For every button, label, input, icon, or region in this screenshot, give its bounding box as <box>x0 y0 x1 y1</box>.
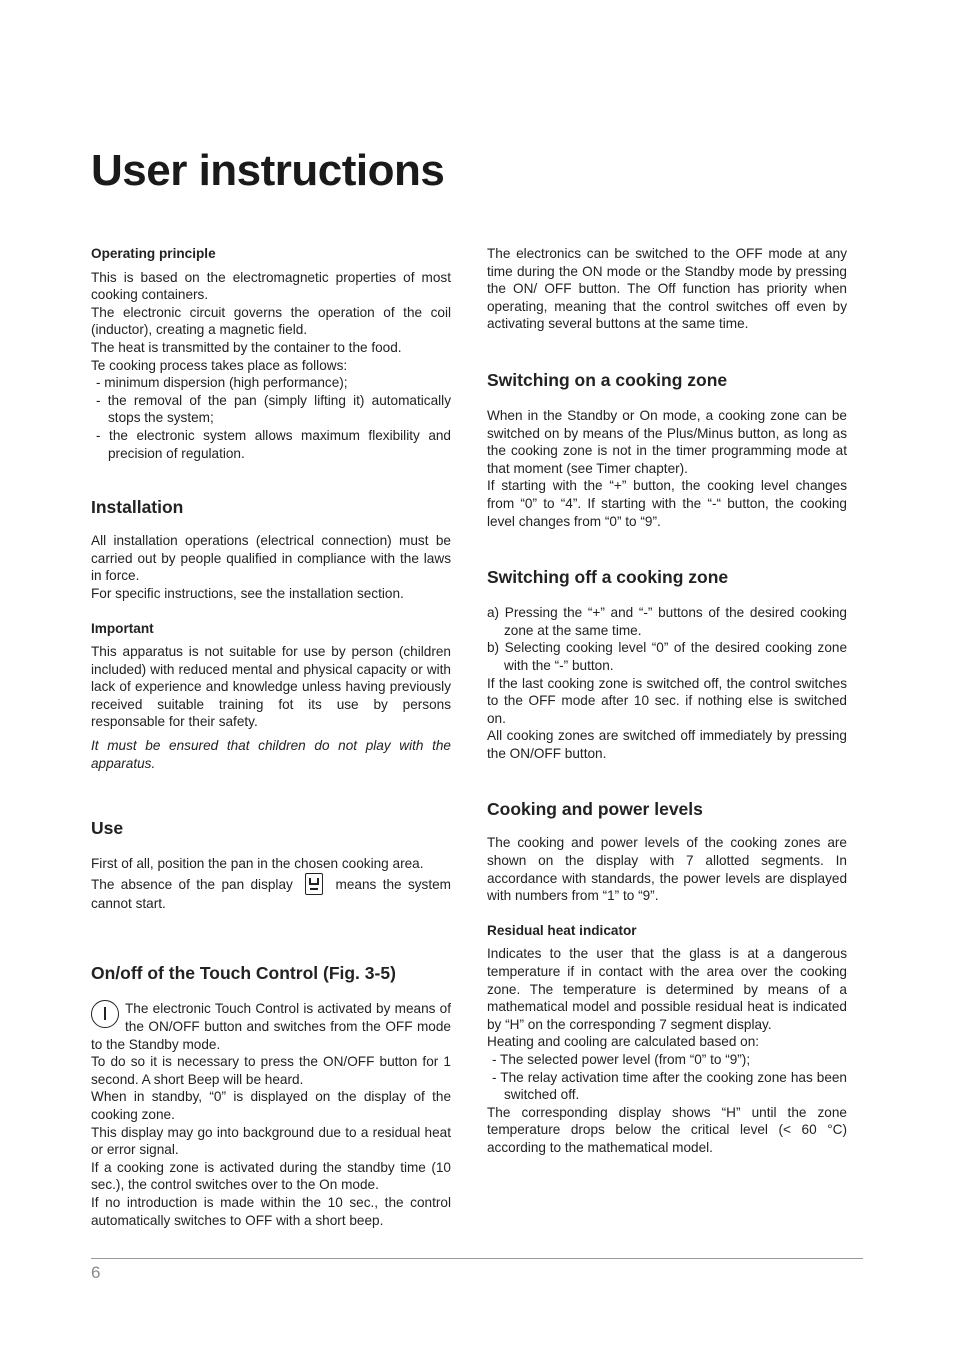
paragraph: Te cooking process takes place as follows: <box>91 357 348 373</box>
paragraph: If starting with the “+” button, the cooking level changes from “0” to “4”. If starting with the “-“ button, the cooking level changes from “0” to “9”. <box>487 478 847 529</box>
warning-text: It must be ensured that children do not play with the apparatus. <box>91 738 451 771</box>
list-item: a) Pressing the “+” and “-” buttons of the desired cooking zone at the same time. <box>487 605 847 638</box>
onoff-notes <box>91 1000 451 1229</box>
paragraph: To do so it is necessary to press the ON/OFF button for 1 second. A short Beep will be heard. <box>91 1054 451 1087</box>
paragraph: First of all, position the pan in the chosen cooking area. <box>91 856 424 872</box>
paragraph: Indicates to the user that the glass is at a dangerous temperature if in contact with the area over the cooking zone. The temperature is determined by means of a mathematical model and possible residual heat is indicated by “H” on the corresponding 7 segment display. <box>487 946 847 1032</box>
paragraph: This is based on the electromagnetic properties of most cooking containers. <box>91 269 451 303</box>
use-text-after: means the system cannot start. <box>91 876 452 911</box>
use-heading: Use <box>91 818 124 839</box>
onoff-heading: On/off of the Touch Control (Fig. 3-5) <box>91 963 396 984</box>
paragraph <box>91 873 451 913</box>
paragraph: For specific instructions, see the installation section. <box>91 585 404 601</box>
paragraph: This display may go into background due to a residual heat or error signal. <box>91 1124 451 1158</box>
paragraph: Heating and cooling are calculated based on: <box>487 1034 760 1050</box>
operating-principle-heading: Operating principle <box>91 246 216 261</box>
paragraph: This apparatus is not suitable for use by person (children included) with reduced mental and physical capacity or with lack of experience and knowledge unless having previously received suitable training fot its use by persons responsable for their safety. <box>91 644 451 730</box>
paragraph: The heat is transmitted by the container to the food. <box>91 339 402 355</box>
no-pan-display-icon <box>305 873 323 895</box>
paragraph: The cooking and power levels of the cooking zones are shown on the display with 7 allotted segments. In accordance with standards, the power levels are displayed with numbers from “1” to “9”. <box>487 835 847 904</box>
switch-on-heading: Switching on a cooking zone <box>487 369 728 390</box>
installation-heading: Installation <box>91 497 184 518</box>
paragraph: The electronics can be switched to the OFF mode at any time during the ON mode or the Standby mode by pressing the ON/ OFF button. The Off function has priority when operating, meaning that the control switches off even by activating several buttons at the same time. <box>487 246 847 332</box>
paragraph: All cooking zones are switched off immediately by pressing the ON/OFF button. <box>487 728 847 761</box>
paragraph: The corresponding display shows “H” until the zone temperature drops below the critical level (< 60 °C) according to the mathematical model. <box>487 1104 847 1155</box>
paragraph: The electronic circuit governs the operation of the coil (inductor), creating a magnetic field. <box>91 304 451 338</box>
use-text-before: The absence of the pan display <box>91 876 293 892</box>
footer-divider <box>91 1258 863 1259</box>
left-column <box>91 245 451 1229</box>
list-item: - minimum dispersion (high performance); <box>96 375 348 391</box>
paragraph: If a cooking zone is activated during the standby time (10 sec.), the control switches over to the On mode. <box>91 1159 451 1193</box>
paragraph: If no introduction is made within the 10 sec., the control automatically switches to OFF with a short beep. <box>91 1194 451 1228</box>
paragraph: All installation operations (electrical connection) must be carried out by people qualified in compliance with the laws in force. <box>91 533 451 584</box>
switch-off-heading: Switching off a cooking zone <box>487 567 729 588</box>
paragraph: When in the Standby or On mode, a cooking zone can be switched on by means of the Plus/Minus button, as long as the cooking zone is not in the timer programming mode at that moment (see Timer chapter). <box>487 407 847 476</box>
paragraph: When in standby, “0” is displayed on the display of the cooking zone. <box>91 1089 451 1122</box>
right-column <box>487 245 847 1157</box>
list-item: - The selected power level (from “0” to “9”); <box>492 1052 751 1067</box>
residual-heading: Residual heat indicator <box>487 922 637 938</box>
list-item: - the removal of the pan (simply lifting it) automatically stops the system; <box>96 392 451 426</box>
paragraph: The electronic Touch Control is activated by means of the ON/OFF button and switches from the OFF mode to the Standby mode. <box>91 1001 451 1052</box>
important-heading: Important <box>91 620 154 636</box>
list-item: b) Selecting cooking level “0” of the desired cooking zone with the “-” button. <box>487 640 847 673</box>
levels-heading: Cooking and power levels <box>487 799 703 820</box>
page-number: 6 <box>91 1263 101 1282</box>
paragraph: If the last cooking zone is switched off, the control switches to the OFF mode after 10 sec. if nothing else is switched on. <box>487 675 847 726</box>
page-title: User instructions <box>91 146 445 195</box>
list-item: - The relay activation time after the cooking zone has been switched off. <box>492 1069 847 1103</box>
list-item: - the electronic system allows maximum flexibility and precision of regulation. <box>96 427 451 461</box>
